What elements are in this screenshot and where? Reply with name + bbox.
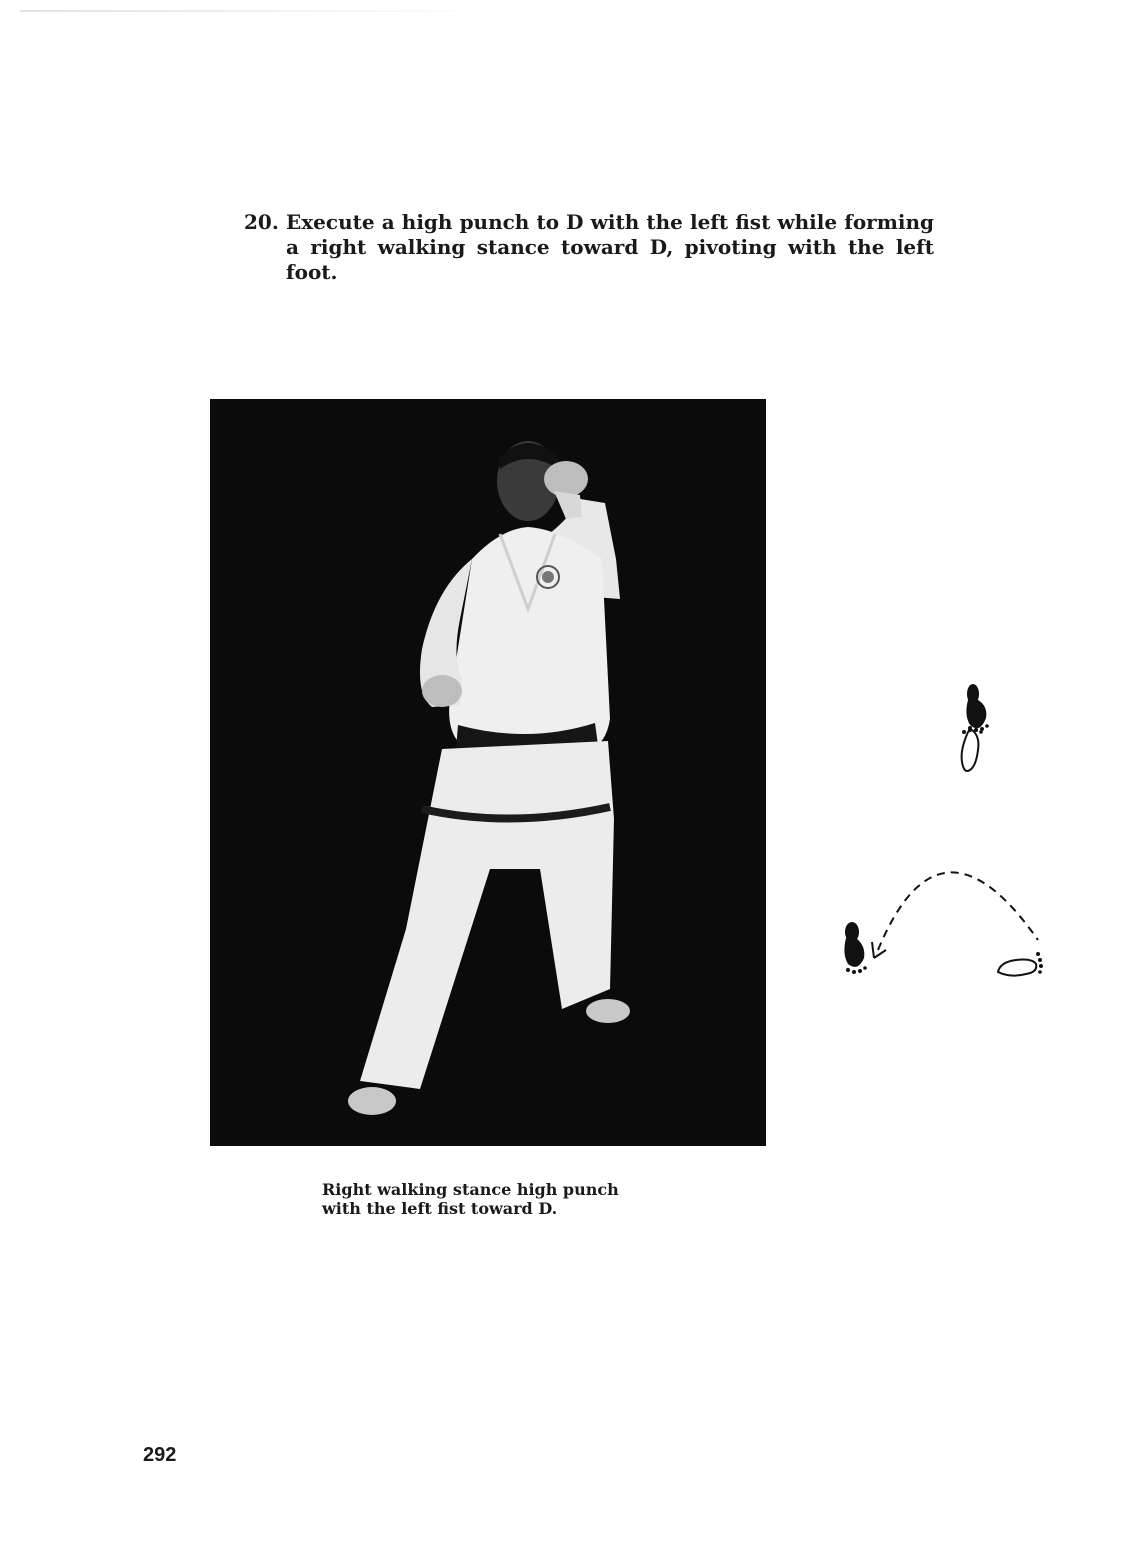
step-number: 20. [244,210,279,234]
dashed-arc-arrow-icon [872,872,1038,958]
step-instruction [244,210,934,285]
footwork-diagram [830,670,1060,990]
footprint-icon [844,922,866,974]
footprint-icon [998,952,1043,976]
scan-edge-line [20,10,490,12]
step-text: Execute a high punch to D with the left fist while forming a right walking stance toward D, pivoting with the left foot. [286,210,934,284]
figure-caption: Right walking stance high punch with the left fist toward D. [322,1180,619,1218]
page-number: 292 [143,1444,177,1466]
footprint-icon [962,728,983,771]
footprint-icon [966,684,988,732]
martial-artist-photo [210,399,766,1146]
